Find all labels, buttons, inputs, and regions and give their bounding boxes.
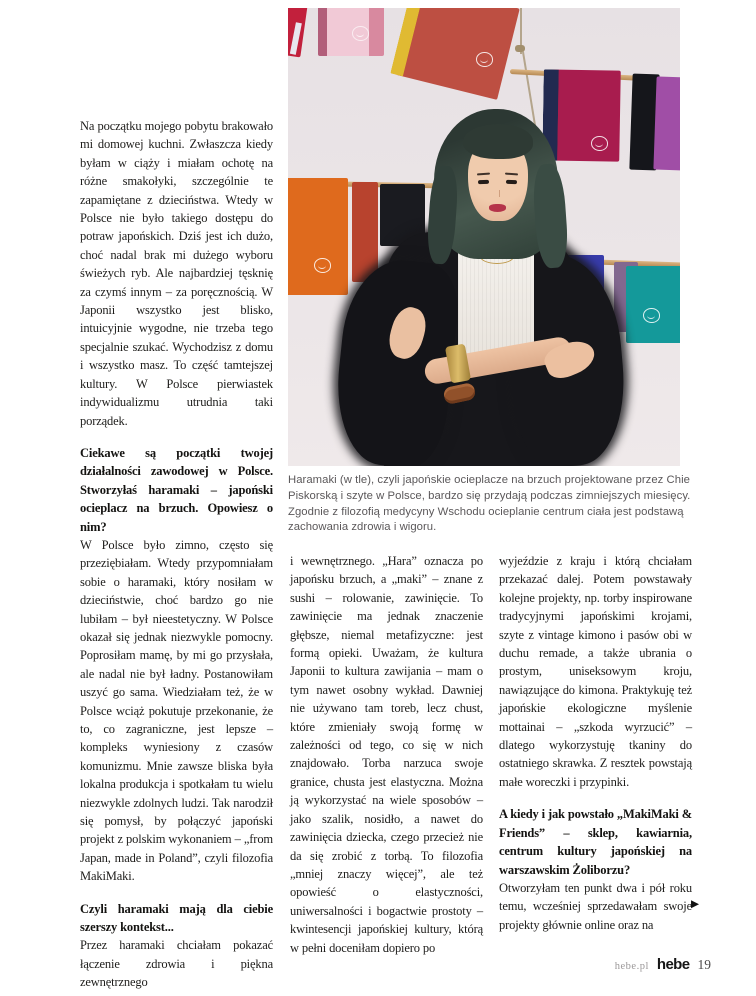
interview-question: A kiedy i jak powstało „MakiMaki & Friends” – sklep, kawiarnia, centrum kultury japońskiej na warszawskim Żoliborzu? (499, 807, 692, 877)
embroidered-logo-icon (591, 136, 608, 151)
fabric-band-teal (626, 266, 680, 343)
body-paragraph: W Polsce było zimno, często się przeziębiałam. Wtedy przypomniałam sobie o haramaki, który nosiłam w dzieciństwie, choć bardzo go nie lubiłam – był nieestetyczny. W Polsce okazał się jednak niezwykle pomocny. Poprosiłam mamę, by mi go przysłała, ale nadal nie był ładny. Postanowiłam uszyć go sama. Wiedziałam też, że w Polsce wciąż pokutuje przekonanie, że to, co zagraniczne, jest lepsze – kompleks wyniesiony z czasów komunizmu. Mnie zawsze bliska była lokalna produkcja i spotkałam tu wielu niezwykle zdolnych ludzi. Tak narodził się pomysł, by połączyć japoński projekt z polskim wykonaniem – „from Japan, made in Poland”, czyli filozofia MakiMaki. (80, 537, 273, 884)
body-paragraph: wyjeździe z kraju i którą chciałam przekazać dalej. Potem powstawały kolejne projekty, np. torby inspirowane tradycyjnymi japońskimi krojami, szyte z vintage kimono i pasów obi w duchu remade, a także ubrania o prostym, uniseksowym kroju, nawiązujące do kimona. Praktykuję też japońskie ekologiczne myślenie mottainai – „szkoda wyrzucić” – dlatego wykorzystuję tkaniny do ostatniego skrawka. Z resztek powstają małe woreczki i przypinki. (499, 554, 692, 789)
column-left (80, 117, 273, 990)
fabric-band-red (288, 8, 308, 57)
red-lips (489, 204, 506, 212)
embroidered-logo-icon (352, 26, 369, 41)
embroidered-logo-icon (314, 258, 331, 273)
photo-haramaki-designer (288, 8, 680, 466)
hair-bangs (463, 124, 533, 159)
nose (495, 190, 500, 197)
fabric-band-orange (288, 178, 348, 295)
interview-question: Ciekawe są początki twojej działalności zawodowej w Polsce. Stworzyłaś haramaki – japoński ocieplacz na brzuch. Opowiesz o nim? (80, 445, 273, 534)
embroidered-logo-icon (643, 308, 660, 323)
body-paragraph: Otworzyłam ten punkt dwa i pół roku temu, wcześniej sprzedawałam swoje projekty głównie online oraz na (499, 880, 692, 932)
photo-caption: Haramaki (w tle), czyli japońskie ocieplacze na brzuch projektowane przez Chie Piskorską i szyte w Polsce, bardzo się przydają podczas zimniejszych miesięcy. Zgodnie z filozofią medycyny Wschodu ocieplanie centrum ciała jest podstawą zachowania zdrowia i wigoru. (288, 474, 691, 534)
fabric-band-magenta (542, 69, 621, 161)
page-number: 19 (697, 957, 711, 972)
body-paragraph: Na początku mojego pobytu brakowało mi domowej kuchni. Zwłaszcza kiedy byłam w ciąży i miałam ochotę na różne smakołyki, szczególnie te zapamiętane z dzieciństwa. Wtedy w Polsce nie było takiego dostępu do potraw japońskich. Dziś jest ich dużo, choć nadal brak mi dużego wyboru świeżych ryb. Ale najbardziej tęsknię za czymś innym – za poręcznością. W Japonii wszystko jest blisko, intuicyjnie wygodne, nie trzeba tego specjalnie szukać. Wychodzisz z domu i wszystko masz. To część tamtejszej kultury. W Polsce pierwiastek indywidualizmu utrudnia taki porządek. (80, 119, 273, 428)
embroidered-logo-icon (476, 52, 493, 67)
continuation-arrow-icon: ▶ (691, 898, 700, 910)
page-footer (615, 956, 711, 973)
interview-question: Czyli haramaki mają dla ciebie szerszy kontekst... (80, 901, 273, 935)
fabric-band-rust (352, 182, 378, 282)
footer-site-url: hebe.pl (614, 961, 649, 972)
fabric-band-terracotta (390, 8, 519, 100)
column-middle (290, 552, 483, 955)
eye (506, 180, 517, 184)
column-right (499, 552, 692, 932)
fabric-band-pink (318, 8, 384, 56)
body-paragraph: Przez haramaki chciałam pokazać łączenie zdrowia i piękna zewnętrznego (80, 938, 273, 990)
fabric-band-purple (653, 76, 680, 170)
magazine-logo: hebe (656, 956, 690, 973)
eye (478, 180, 489, 184)
body-paragraph: i wewnętrznego. „Hara” oznacza po japońsku brzuch, a „maki” – znane z sushi – rolowanie, zawinięcie. To zawinięcie ma jednak znaczenie głębsze, niemal metafizyczne: jest formą opieki. Uważam, że kultura Japonii to kultura zawijania – mam o tym nawet osobny wykład. Dawniej nie używano tam toreb, lecz chust, które zmieniały swoją formę w zależności od tego, co się w nich znajdowało. Torba narzuca swoje granice, chusta jest elastyczna. Można ją wykorzystać na wiele sposobów – jako szalik, nosidło, a nawet do zawinięcia dziecka, czego przecież nie da się zrobić z torbą. To filozofia „mniej znaczy więcej”, ale też opowieść o elastyczności, uniwersalności i bogactwie prostoty – kwintesencji japońskiej kultury, którą w pełni doceniłam dopiero po (290, 554, 483, 955)
